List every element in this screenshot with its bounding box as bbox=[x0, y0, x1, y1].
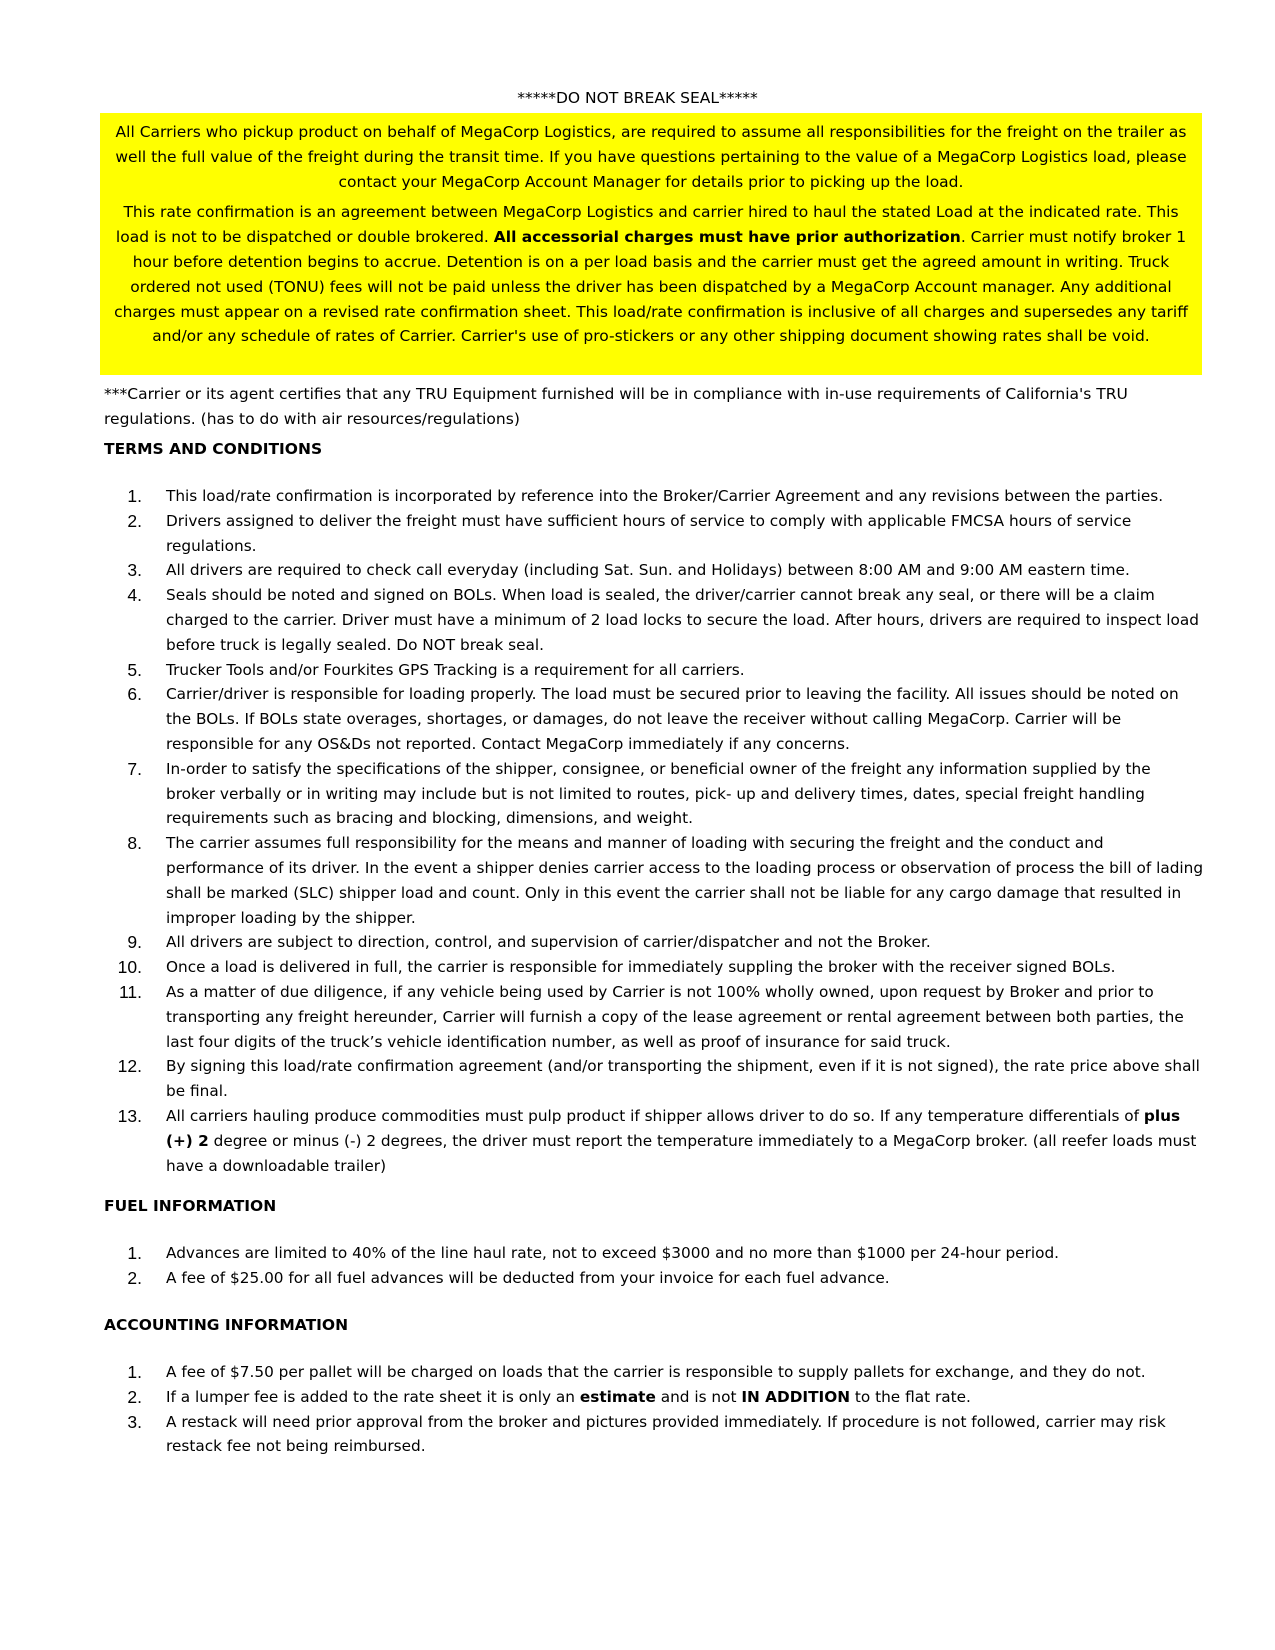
list-item bbox=[104, 1385, 1204, 1410]
item-text: Carrier/driver is responsible for loading properly. The load must be secured prior to leaving the facility. All issues should be noted on the BOLs. If BOLs state overages, shortages, or damages, do not leave the receiver without calling MegaCorp. Carrier will be responsible for any OS&Ds not reported. Contact MegaCorp immediately if any concerns. bbox=[166, 685, 1179, 753]
list-item bbox=[104, 1054, 1204, 1104]
item-text: Advances are limited to 40% of the line haul rate, not to exceed $3000 and no more than $1000 per 24-hour period. bbox=[166, 1244, 1060, 1262]
list-item bbox=[104, 583, 1204, 657]
item-text-part: All carriers hauling produce commodities must pulp product if shipper allows driver to do so. If any temperature differentials of bbox=[166, 1106, 1144, 1125]
item-text: By signing this load/rate confirmation agreement (and/or transporting the shipment, even if it is not signed), the rate price above shall be final. bbox=[166, 1057, 1200, 1101]
item-number: 11. bbox=[118, 981, 142, 1002]
terms-list bbox=[104, 484, 1204, 1178]
item-number: 7. bbox=[127, 758, 142, 779]
item-number: 3. bbox=[127, 560, 142, 581]
fuel-list bbox=[104, 1241, 1204, 1291]
notice-p2-text-after: . Carrier must notify broker 1 hour before detention begins to accrue. Detention is on a per load basis and the carrier must get the agreed amount in writing. Truck ordered not used (TONU) fees will not be paid unless the driver has been dispatched by a MegaCorp Account manager. Any additional charges must appear on a revised rate confirmation sheet. This load/rate confirmation is inclusive of all charges and supersedes any tariff and/or any schedule of rates of Carrier. Carrier's use of pro-stickers or any other shipping document showing rates shall be void. bbox=[114, 228, 1188, 346]
notice-paragraph-1: All Carriers who pickup product on behalf of MegaCorp Logistics, are required to assume all responsibilities for the freight on the trailer as well the full value of the freight during the transit time. If you have questions pertaining to the value of a MegaCorp Logistics load, please contact your MegaCorp Account Manager for details prior to picking up the load. bbox=[115, 123, 1187, 191]
item-text: A restack will need prior approval from the broker and pictures provided immediately. If procedure is not followed, carrier may risk restack fee not being reimbursed. bbox=[166, 1412, 1166, 1456]
item-text-bold: IN ADDITION bbox=[741, 1387, 851, 1406]
item-number: 2. bbox=[127, 510, 142, 531]
item-number: 1. bbox=[127, 1243, 142, 1263]
list-item bbox=[104, 682, 1204, 756]
item-text: This load/rate confirmation is incorporated by reference into the Broker/Carrier Agreement and any revisions between the parties. bbox=[166, 487, 1164, 505]
item-number: 4. bbox=[127, 585, 142, 606]
item-number: 1. bbox=[127, 1362, 142, 1382]
accounting-heading: ACCOUNTING INFORMATION bbox=[104, 1316, 349, 1334]
item-text: All drivers are required to check call everyday (including Sat. Sun. and Holidays) between 8:00 AM and 9:00 AM eastern time. bbox=[166, 561, 1130, 580]
item-text: All drivers are subject to direction, control, and supervision of carrier/dispatcher and not the Broker. bbox=[166, 933, 931, 952]
notice-p2-bold: All accessorial charges must have prior authorization bbox=[493, 228, 961, 247]
item-number: 9. bbox=[127, 932, 142, 953]
seal-warning-title: *****DO NOT BREAK SEAL***** bbox=[517, 89, 758, 107]
item-number: 12. bbox=[117, 1056, 142, 1077]
list-item bbox=[104, 1360, 1204, 1385]
item-number: 5. bbox=[127, 659, 142, 680]
item-number: 10. bbox=[117, 957, 142, 978]
list-item bbox=[104, 509, 1204, 559]
item-text: Once a load is delivered in full, the carrier is responsible for immediately suppling the broker with the receiver signed BOLs. bbox=[166, 958, 1116, 977]
terms-heading: TERMS AND CONDITIONS bbox=[104, 440, 323, 458]
item-number: 13. bbox=[117, 1105, 142, 1126]
list-item bbox=[104, 1410, 1204, 1460]
carrier-responsibility-notice bbox=[100, 113, 1202, 375]
item-text: A fee of $25.00 for all fuel advances will be deducted from your invoice for each fuel advance. bbox=[166, 1268, 890, 1287]
item-text: As a matter of due diligence, if any vehicle being used by Carrier is not 100% wholly owned, upon request by Broker and prior to transporting any freight hereunder, Carrier will furnish a copy of the lease agreement or rental agreement between both parties, the last four digits of the truck’s vehicle identification number, as well as proof of insurance for said truck. bbox=[166, 982, 1184, 1051]
fuel-heading: FUEL INFORMATION bbox=[104, 1197, 277, 1215]
item-text-part: degree or minus (-) 2 degrees, the driver must report the temperature immediately to a MegaCorp broker. (all reefer loads must have a downloadable trailer) bbox=[166, 1131, 1197, 1175]
list-item bbox=[104, 558, 1204, 583]
list-item bbox=[104, 1104, 1204, 1178]
item-number: 8. bbox=[127, 833, 142, 854]
item-number: 2. bbox=[127, 1386, 142, 1407]
list-item bbox=[104, 1266, 1204, 1291]
list-item bbox=[104, 1241, 1204, 1266]
item-text: A fee of $7.50 per pallet will be charged on loads that the carrier is responsible to supply pallets for exchange, and they do not. bbox=[166, 1363, 1146, 1381]
item-text-part: to the flat rate. bbox=[850, 1387, 971, 1406]
item-text bbox=[166, 1107, 1196, 1175]
list-item bbox=[104, 757, 1204, 831]
accounting-list bbox=[104, 1360, 1204, 1459]
list-item bbox=[104, 980, 1204, 1054]
item-text: The carrier assumes full responsibility for the means and manner of loading with securing the freight and the conduct and performance of its driver. In the event a shipper denies carrier access to the loading process or observation of process the bill of lading shall be marked (SLC) shipper load and count. Only in this event the carrier shall not be liable for any cargo damage that resulted in improper loading by the shipper. bbox=[166, 834, 1204, 927]
list-item bbox=[104, 955, 1204, 980]
item-number: 3. bbox=[127, 1411, 142, 1432]
item-text: Seals should be noted and signed on BOLs. When load is sealed, the driver/carrier cannot break any seal, or there will be a claim charged to the carrier. Driver must have a minimum of 2 load locks to secure the load. After hours, drivers are required to inspect load before truck is legally sealed. Do NOT break seal. bbox=[166, 586, 1199, 654]
list-item bbox=[104, 831, 1204, 930]
notice-p2-text: This rate confirmation is an agreement between MegaCorp Logistics and carrier hired to haul the stated Load at the indicated rate. This load is not to be dispatched or double brokered. bbox=[115, 203, 1179, 247]
item-text-part: and is not bbox=[655, 1387, 742, 1406]
item-text: In-order to satisfy the specifications of the shipper, consignee, or beneficial owner of the freight any information supplied by the broker verbally or in writing may include but is not limited to routes, pick- up and delivery times, dates, special freight handling requirements such as bracing and blocking, dimensions, and weight. bbox=[166, 759, 1151, 828]
item-text: Drivers assigned to deliver the freight must have sufficient hours of service to comply with applicable FMCSA hours of service regulations. bbox=[166, 511, 1132, 555]
item-number: 1. bbox=[127, 486, 142, 506]
item-text-bold: estimate bbox=[579, 1387, 656, 1406]
item-text bbox=[166, 1388, 971, 1406]
item-number: 6. bbox=[127, 684, 142, 705]
item-number: 2. bbox=[127, 1267, 142, 1288]
item-text: Trucker Tools and/or Fourkites GPS Tracking is a requirement for all carriers. bbox=[166, 660, 745, 679]
item-text-part: If a lumper fee is added to the rate sheet it is only an bbox=[166, 1387, 580, 1406]
item-text-bold: plus (+) 2 bbox=[166, 1106, 1181, 1150]
list-item bbox=[104, 930, 1204, 955]
list-item bbox=[104, 484, 1204, 509]
tru-compliance-note: ***Carrier or its agent certifies that any TRU Equipment furnished will be in compliance with in-use requirements of California's TRU regulations. (has to do with air resources/regulations) bbox=[104, 385, 1128, 428]
notice-paragraph-2 bbox=[110, 200, 1192, 349]
list-item bbox=[104, 658, 1204, 683]
